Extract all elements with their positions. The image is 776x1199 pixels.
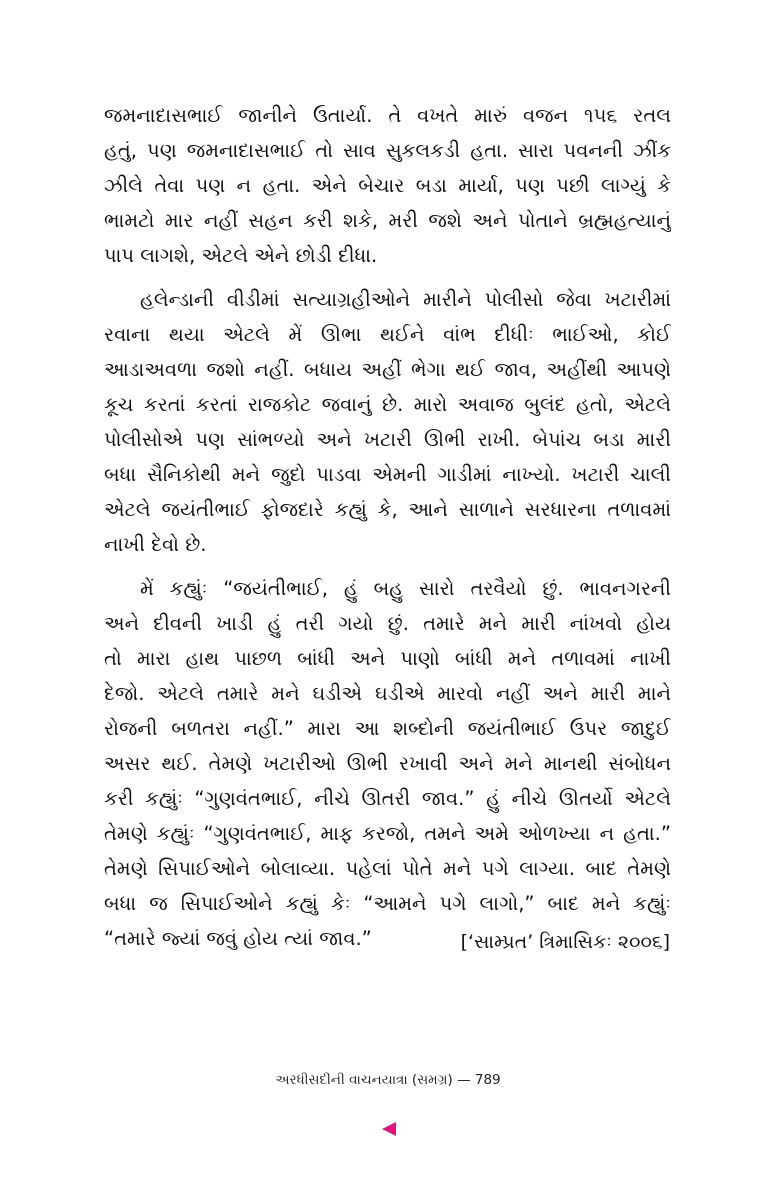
text-line: અને દીવની ખાડી હું તરી ગયો છું. તમારે મને મારી નાંખવો હોય bbox=[104, 612, 671, 635]
text-line: તો મારા હાથ પાછળ બાંધી અને પાણો બાંધી મને તળાવમાં નાખી bbox=[104, 647, 671, 670]
text-line: તેમણે સિપાઈઓને બોલાવ્યા. પહેલાં પોતે મને પગે લાગ્યા. બાદ તેમણે bbox=[104, 857, 671, 880]
text-line: બધા જ સિપાઈઓને કહ્યું કેઃ “આમને પગે લાગો,” બાદ મને કહ્યુંઃ bbox=[104, 892, 671, 915]
text-line: નાખી દેવો છે. bbox=[104, 533, 207, 556]
text-line: પોલીસોએ પણ સાંભળ્યો અને ખટારી ઊભી રાખી. બેપાંચ બડા મારી bbox=[104, 428, 671, 451]
text-line: કરી કહ્યુંઃ “ગુણવંતભાઈ, નીચે ઊતરી જાવ.” હું નીચે ઊતર્યો એટલે bbox=[104, 787, 671, 810]
text-line: ઝીલે તેવા પણ ન હતા. એને બેચાર બડા માર્યા, પણ પછી લાગ્યું કે bbox=[104, 174, 671, 197]
text-line: આડાઅવળા જશો નહીં. બધાય અહીં ભેગા થઈ જાવ, અહીંથી આપણે bbox=[104, 358, 671, 381]
previous-page-arrow-icon[interactable] bbox=[382, 1122, 396, 1136]
text-line: તેમણે કહ્યુંઃ “ગુણવંતભાઈ, માફ કરજો, તમને અમે ઓળખ્યા ન હતા.” bbox=[104, 822, 671, 845]
text-line: હતું, પણ જમનાદાસભાઈ તો સાવ સુકલકડી હતા. સારા પવનની ઝીંક bbox=[104, 139, 671, 162]
body-text bbox=[104, 98, 671, 956]
page-footer: અરધીસદીની વાચનયાત્રા (સમગ્ર) — 789 bbox=[275, 1072, 501, 1088]
text-line: ભામટો માર નહીં સહન કરી શકે, મરી જશે અને પોતાને બ્રહ્મહત્યાનું bbox=[104, 209, 671, 232]
text-line: મેં કહ્યુંઃ “જયંતીભાઈ, હું બહુ સારો તરવૈયો છું. ભાવનગરની bbox=[140, 577, 671, 600]
source-citation: [‘સામ્પ્રત’ ત્રિમાસિકઃ ૨૦૦૬] bbox=[460, 931, 670, 953]
paragraph-1 bbox=[104, 98, 671, 273]
paragraph-2 bbox=[104, 282, 671, 562]
paragraph-3 bbox=[104, 571, 671, 956]
text-line: જમનાદાસભાઈ જાનીને ઉતાર્યા. તે વખતે મારું વજન ૧૫૬ રતલ bbox=[104, 104, 671, 127]
text-line: રોજની બળતરા નહીં.” મારા આ શબ્દોની જયંતીભાઈ ઉપર જાદુઈ bbox=[104, 717, 671, 740]
text-line: દેજો. એટલે તમારે મને ઘડીએ ઘડીએ મારવો નહીં અને મારી માને bbox=[104, 682, 671, 705]
text-line: અસર થઈ. તેમણે ખટારીઓ ઊભી રખાવી અને મને માનથી સંબોધન bbox=[104, 752, 671, 775]
text-line: પાપ લાગશે, એટલે એને છોડી દીધા. bbox=[104, 244, 378, 267]
text-line: એટલે જયંતીભાઈ ફોજદારે કહ્યું કે, આને સાળાને સરધારના તળાવમાં bbox=[104, 498, 671, 521]
text-line: “તમારે જ્યાં જવું હોય ત્યાં જાવ.” bbox=[104, 927, 372, 950]
text-line: હલેન્ડાની વીડીમાં સત્યાગ્રહીઓને મારીને પોલીસો જેવા ખટારીમાં bbox=[140, 288, 671, 311]
text-line: રવાના થયા એટલે મેં ઊભા થઈને વાંભ દીધીઃ ભાઈઓ, કોઈ bbox=[104, 323, 671, 346]
text-line: કૂચ કરતાં કરતાં રાજકોટ જવાનું છે. મારો અવાજ બુલંદ હતો, એટલે bbox=[104, 393, 671, 416]
text-line: બધા સૈનિકોથી મને જુદો પાડવા એમની ગાડીમાં નાખ્યો. ખટારી ચાલી bbox=[104, 463, 671, 486]
